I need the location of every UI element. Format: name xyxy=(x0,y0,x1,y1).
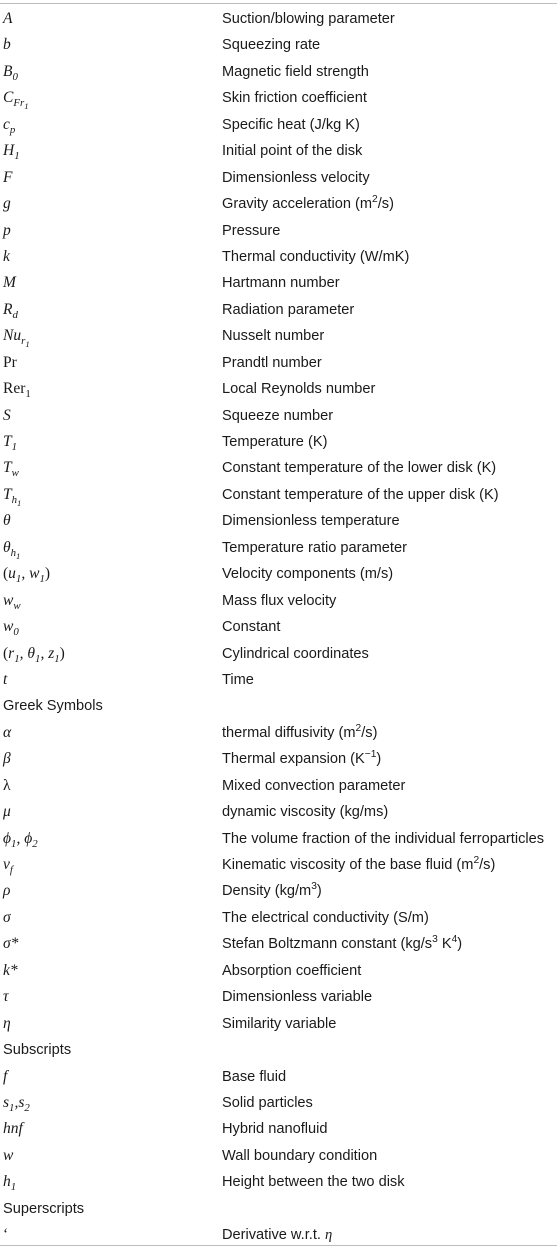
description-cell: Mass flux velocity xyxy=(222,592,337,609)
description-cell: Gravity acceleration $(m^2/s)$ xyxy=(222,194,394,213)
description-cell: Radiation parameter xyxy=(222,301,355,318)
table-row xyxy=(0,403,557,429)
description-cell: Kinematic viscosity of the base fluid $(m^2/s)$ xyxy=(222,855,496,873)
symbol-cell: $C_{Fr_1}$ xyxy=(3,89,29,112)
description-cell: Constant xyxy=(222,619,281,636)
table-row xyxy=(0,376,557,402)
symbol-cell: σ* xyxy=(3,935,19,953)
table-row xyxy=(0,667,557,693)
table-row xyxy=(0,852,557,878)
symbol-cell: $w_w$ xyxy=(3,591,21,612)
table-row xyxy=(0,59,557,85)
description-cell: Solid particles xyxy=(222,1094,313,1111)
description-cell: Thermal conductivity (W/mK) xyxy=(222,248,410,265)
symbol-cell: $\phi_1$, $\phi_2$ xyxy=(3,829,38,850)
symbol-cell: $h_1$ xyxy=(3,1173,17,1194)
description-cell: dynamic viscosity (kg/ms) xyxy=(222,804,389,821)
description-cell: Thermal expansion $(K^{-1})$ xyxy=(222,749,382,768)
table-row xyxy=(0,244,557,270)
description-cell: Dimensionless velocity xyxy=(222,169,370,186)
symbol-cell: f xyxy=(3,1067,8,1085)
symbol-cell: $w_0$ xyxy=(3,618,19,639)
description-cell: Density $(kg/m^3)$ xyxy=(222,881,322,900)
table-row xyxy=(0,799,557,825)
description-cell: Squeezing rate xyxy=(222,37,321,54)
table-row xyxy=(0,350,557,376)
section-header-subscripts xyxy=(0,1037,557,1063)
section-header-greek-symbols xyxy=(0,693,557,719)
table-row xyxy=(0,138,557,164)
description-cell: Dimensionless variable xyxy=(222,989,373,1006)
description-cell: Cylindrical coordinates xyxy=(222,645,369,662)
symbol-cell: $T_w$ xyxy=(3,459,19,480)
description-cell: Absorption coefficient xyxy=(222,962,362,979)
description-cell: The electrical conductivity (S/m) xyxy=(222,909,429,926)
symbol-cell: $\nu_f$ xyxy=(3,856,13,877)
symbol-cell: hnf xyxy=(3,1120,23,1138)
description-cell: Nusselt number xyxy=(222,328,325,345)
symbol-cell: S xyxy=(3,406,11,424)
table-row xyxy=(0,112,557,138)
table-row xyxy=(0,482,557,508)
symbol-cell: θ xyxy=(3,512,11,530)
table-row xyxy=(0,6,557,32)
description-cell: Base fluid xyxy=(222,1068,287,1085)
description-cell: Magnetic field strength xyxy=(222,63,369,80)
description-cell: Mixed convection parameter xyxy=(222,777,406,794)
description-cell: Temperature ratio parameter xyxy=(222,539,407,556)
table-row xyxy=(0,429,557,455)
symbol-cell: g xyxy=(3,195,11,213)
symbol-cell: α xyxy=(3,723,12,741)
description-cell: Hybrid nanofluid xyxy=(222,1121,328,1138)
table-row xyxy=(0,191,557,217)
description-cell: Derivative w.r.t. η xyxy=(222,1227,333,1244)
table-row xyxy=(0,773,557,799)
symbol-cell: β xyxy=(3,750,11,768)
symbol-cell: $Nu_{r_1}$ xyxy=(3,327,30,350)
description-cell: Stefan Boltzmann constant ($kg/s^3$ $K^4$) xyxy=(222,934,463,953)
symbol-cell: ($r_1$, $\theta_1$, $z_1$) xyxy=(3,644,65,665)
symbol-cell: $R_d$ xyxy=(3,300,18,321)
symbol-cell: τ xyxy=(3,988,9,1006)
symbol-cell: $c_p$ xyxy=(3,115,16,136)
symbol-cell: M xyxy=(3,274,16,292)
table-row xyxy=(0,1169,557,1195)
description-cell: Specific heat (J/kg K) xyxy=(222,116,360,133)
symbol-cell: ρ xyxy=(3,882,11,900)
description-cell: Squeeze number xyxy=(222,407,334,424)
table-row xyxy=(0,218,557,244)
nomenclature-table xyxy=(0,6,557,1249)
table-row xyxy=(0,455,557,481)
section-header-superscripts xyxy=(0,1196,557,1222)
symbol-cell: A xyxy=(3,10,13,27)
table-row xyxy=(0,614,557,640)
symbol-cell: $T_1$ xyxy=(3,433,18,454)
table-row xyxy=(0,905,557,931)
symbol-cell: t xyxy=(3,670,8,688)
table-row xyxy=(0,1064,557,1090)
table-row xyxy=(0,931,557,957)
description-cell: Dimensionless temperature xyxy=(222,513,400,530)
table-row xyxy=(0,641,557,667)
description-cell: Constant temperature of the upper disk (K) xyxy=(222,486,499,503)
description-cell: Time xyxy=(222,671,254,688)
description-cell: Similarity variable xyxy=(222,1015,337,1032)
symbol-cell: $B_0$ xyxy=(3,62,18,83)
table-top-rule xyxy=(0,3,557,4)
symbol-cell: b xyxy=(3,36,11,54)
symbol-cell: Rer$_1$ xyxy=(3,380,31,401)
symbol-cell: σ xyxy=(3,908,11,926)
description-cell: Skin friction coefficient xyxy=(222,90,367,107)
symbol-cell: λ xyxy=(3,776,11,794)
symbol-cell: k xyxy=(3,247,10,265)
table-row xyxy=(0,720,557,746)
section-label: Subscripts xyxy=(3,1042,72,1059)
description-cell: Height between the two disk xyxy=(222,1174,405,1191)
table-row xyxy=(0,323,557,349)
table-row xyxy=(0,535,557,561)
table-row xyxy=(0,958,557,984)
table-row xyxy=(0,270,557,296)
table-row xyxy=(0,878,557,904)
table-row xyxy=(0,297,557,323)
description-cell: Pressure xyxy=(222,222,281,239)
description-cell: Wall boundary condition xyxy=(222,1147,378,1164)
description-cell: Hartmann number xyxy=(222,275,340,292)
description-cell: Local Reynolds number xyxy=(222,381,376,398)
symbol-cell: $s_1,s_2$ xyxy=(3,1093,30,1115)
table-row xyxy=(0,1143,557,1169)
section-label: Greek Symbols xyxy=(3,698,103,715)
symbol-cell: η xyxy=(3,1014,11,1032)
table-row xyxy=(0,1090,557,1116)
symbol-cell: F xyxy=(3,168,13,186)
description-cell: Prandtl number xyxy=(222,354,322,371)
table-row xyxy=(0,826,557,852)
symbol-cell: μ xyxy=(3,803,11,821)
symbol-cell: $\theta_{h_1}$ xyxy=(3,538,21,561)
table-row xyxy=(0,508,557,534)
description-cell: Temperature (K) xyxy=(222,434,328,450)
section-label: Superscripts xyxy=(3,1200,85,1217)
table-row xyxy=(0,588,557,614)
symbol-cell: ($u_1$, $w_1$) xyxy=(3,565,51,586)
table-row xyxy=(0,984,557,1010)
description-cell: thermal diffusivity $(m^2/s)$ xyxy=(222,722,378,741)
table-row xyxy=(0,165,557,191)
symbol-cell: $T_{h_1}$ xyxy=(3,485,22,509)
table-row xyxy=(0,746,557,772)
table-row xyxy=(0,1011,557,1037)
table-row xyxy=(0,561,557,587)
table-bottom-rule xyxy=(0,1245,557,1246)
description-cell: Velocity components (m/s) xyxy=(222,566,394,583)
table-row xyxy=(0,85,557,111)
table-row xyxy=(0,1116,557,1142)
description-cell: Constant temperature of the lower disk (K) xyxy=(222,460,497,477)
symbol-cell: $H_1$ xyxy=(3,142,20,163)
description-cell: The volume fraction of the individual ferroparticles xyxy=(222,830,545,847)
symbol-cell: Pr xyxy=(3,353,17,371)
table-row xyxy=(0,32,557,58)
symbol-cell: w xyxy=(3,1146,14,1164)
symbol-cell: p xyxy=(3,221,11,239)
description-cell: Suction/blowing parameter xyxy=(222,11,395,27)
symbol-cell: k* xyxy=(3,961,18,979)
symbol-cell: ‘ xyxy=(3,1226,9,1244)
description-cell: Initial point of the disk xyxy=(222,143,363,160)
